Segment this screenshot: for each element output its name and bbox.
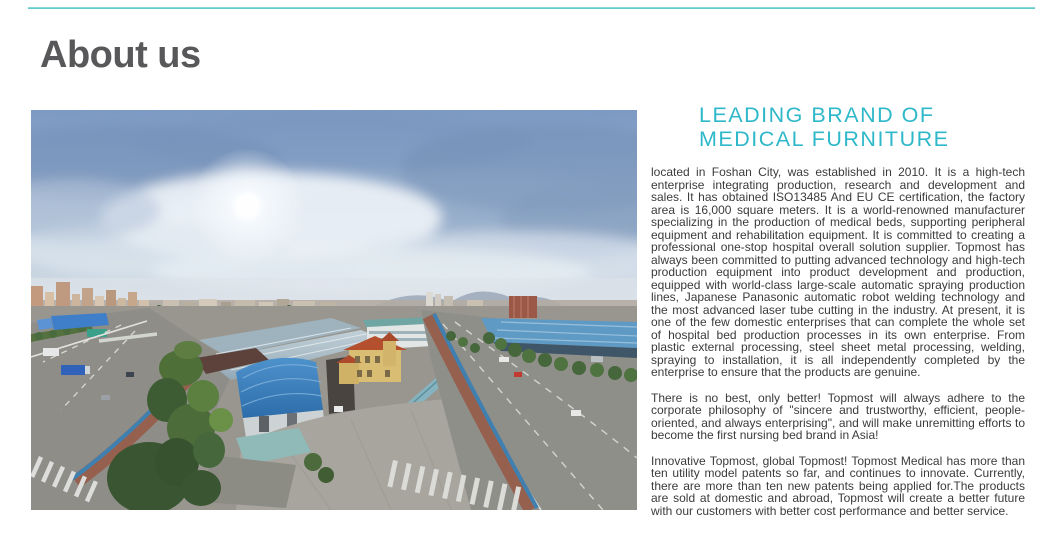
section-heading-line-1: LEADING BRAND OF bbox=[699, 103, 935, 127]
panorama-sky bbox=[31, 110, 637, 310]
page-title: About us bbox=[40, 34, 201, 76]
red-car bbox=[514, 372, 522, 377]
panorama-artwork bbox=[31, 110, 637, 510]
top-divider-rule bbox=[28, 7, 1035, 9]
body-paragraph-3: Innovative Topmost, global Topmost! Topmost Medical has more than ten utility model patents so far, and continues to innovate. Currently, there are more than ten new patents being applied for.The products are sold at domestic and abroad, Topmost will create a better future with our customers with better cost performance and better service. bbox=[651, 453, 1025, 518]
yard-van bbox=[334, 406, 343, 412]
factory-panorama-photo bbox=[31, 110, 637, 510]
body-paragraph-2: There is no best, only better! Topmost will always adhere to the corporate philosophy of "sincere and trustworthy, efficient, people-oriented, and always enterprising", and will make unremitting efforts to become the first nursing bed brand in Asia! bbox=[651, 390, 1025, 442]
sun-core bbox=[234, 193, 260, 219]
section-heading-line-2: MEDICAL FURNITURE bbox=[699, 127, 950, 151]
about-text-column bbox=[651, 103, 1025, 517]
body-paragraph-1: located in Foshan City, was established in 2010. It is a high-tech enterprise integrating production, research and development and sales. It has obtained ISO13485 And EU CE certification, the factory area is 16,000 square meters. It is a world-renowned manufacturer specializing in the production of medical beds, supporting peripheral equipment and rehabilitation equipment. It is committed to creating a professional one-stop hospital overall solution supplier. Topmost has always been committed to putting advanced technology and high-tech production equipment into product development and production, equipped with world-class large-scale automatic spraying production lines, Japanese Panasonic automatic robot welding technology and the most advanced laser tube cutting in the industry. At present, it is one of the few domestic enterprises that can complete the whole set of hospital bed production processes in its own enterprise. From plastic external processing, steel sheet metal processing, welding, spraying to installation, it is all independently completed by the enterprise to ensure that the products are genuine. bbox=[651, 165, 1025, 379]
blue-truck bbox=[61, 365, 85, 375]
white-truck bbox=[43, 348, 59, 356]
about-body bbox=[651, 166, 1025, 517]
section-heading bbox=[699, 103, 1025, 151]
